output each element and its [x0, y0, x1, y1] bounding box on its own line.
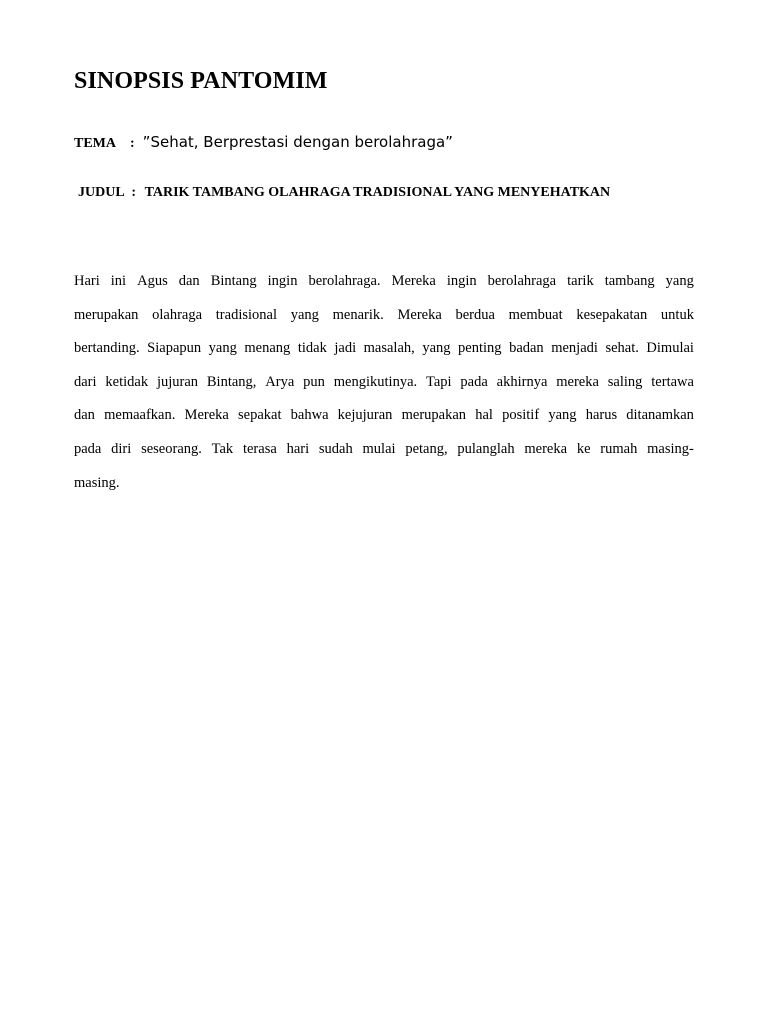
- synopsis-word: tambang: [604, 273, 655, 289]
- synopsis-word: berolahraga.: [308, 273, 381, 289]
- document-title: SINOPSIS PANTOMIM: [74, 68, 328, 94]
- synopsis-word: Hari: [74, 273, 100, 289]
- synopsis-word: rumah: [600, 440, 638, 457]
- synopsis-line: [74, 268, 694, 302]
- synopsis-word: tidak: [297, 340, 327, 357]
- synopsis-word: harus: [585, 407, 618, 424]
- synopsis-word: sudah: [318, 440, 353, 457]
- synopsis-word: Tak: [211, 440, 234, 457]
- synopsis-word: yang: [665, 273, 694, 289]
- synopsis-word: memaafkan.: [104, 407, 176, 424]
- synopsis-word: hal: [475, 407, 493, 424]
- synopsis-word: bahwa: [290, 407, 329, 424]
- synopsis-word: diri: [111, 440, 132, 457]
- synopsis-line: [74, 302, 694, 336]
- synopsis-word: dan: [74, 407, 95, 424]
- judul-line: [78, 185, 610, 201]
- synopsis-word: mereka: [524, 440, 568, 457]
- judul-separator: :: [131, 185, 137, 200]
- tema-line: [74, 133, 453, 152]
- synopsis-word: pada: [460, 373, 488, 390]
- synopsis-word: pun: [303, 373, 325, 390]
- synopsis-word: ke: [576, 440, 591, 457]
- synopsis-word: ditanamkan: [626, 407, 694, 424]
- synopsis-word: petang,: [405, 440, 448, 457]
- tema-separator: :: [130, 136, 135, 151]
- synopsis-word: yang: [208, 340, 237, 357]
- synopsis-word: pulanglah: [457, 440, 515, 457]
- synopsis-word: kejujuran: [337, 407, 393, 424]
- synopsis-word: Dimulai: [646, 340, 694, 357]
- synopsis-word: Arya: [265, 373, 295, 390]
- judul-value: TARIK TAMBANG OLAHRAGA TRADISIONAL YANG MENYEHATKAN: [144, 185, 611, 200]
- synopsis-word: Bintang: [210, 273, 257, 289]
- synopsis-word: jadi: [334, 340, 357, 357]
- tema-value: ”Sehat, Berprestasi dengan berolahraga”: [142, 133, 453, 151]
- synopsis-word: seseorang.: [141, 440, 202, 457]
- synopsis-word: untuk: [660, 306, 694, 323]
- synopsis-line: [74, 402, 694, 436]
- synopsis-word: akhirnya: [496, 373, 548, 390]
- synopsis-word: ingin: [446, 273, 477, 289]
- synopsis-word: membuat: [508, 306, 563, 323]
- synopsis-word: ketidak: [105, 373, 149, 390]
- synopsis-word: sepakat: [238, 407, 282, 424]
- synopsis-word: dan: [178, 273, 200, 289]
- synopsis-word: tarik: [567, 273, 594, 289]
- synopsis-word: hari: [286, 440, 310, 457]
- synopsis-word: tertawa: [651, 373, 694, 390]
- synopsis-line: [74, 369, 694, 403]
- synopsis-word: terasa: [242, 440, 277, 457]
- synopsis-word: berolahraga: [487, 273, 557, 289]
- synopsis-word: mereka: [556, 373, 599, 390]
- synopsis-word: Tapi: [426, 373, 452, 390]
- synopsis-word: Agus: [137, 273, 168, 289]
- synopsis-line: masing.: [74, 474, 120, 491]
- tema-label: TEMA: [74, 136, 116, 151]
- synopsis-word: yang: [548, 407, 577, 424]
- synopsis-word: penting: [458, 340, 502, 357]
- synopsis-word: kesepakatan: [576, 306, 648, 323]
- synopsis-line: [74, 436, 694, 470]
- synopsis-word: pada: [74, 440, 102, 457]
- synopsis-line: [74, 335, 694, 369]
- synopsis-word: mulai: [362, 440, 396, 457]
- synopsis-word: merupakan: [74, 306, 139, 323]
- synopsis-word: masalah,: [363, 340, 415, 357]
- synopsis-word: Mereka: [397, 306, 442, 323]
- judul-label: JUDUL: [78, 185, 124, 200]
- synopsis-word: masing-: [647, 440, 694, 457]
- synopsis-word: saling: [607, 373, 643, 390]
- synopsis-word: Mereka: [184, 407, 229, 424]
- synopsis-word: mengikutinya.: [333, 373, 418, 390]
- synopsis-word: yang: [422, 340, 451, 357]
- synopsis-word: menjadi: [551, 340, 598, 357]
- synopsis-word: menang: [244, 340, 291, 357]
- synopsis-paragraph: [74, 268, 694, 503]
- synopsis-word: berdua: [455, 306, 495, 323]
- synopsis-word: merupakan: [401, 407, 467, 424]
- synopsis-word: bertanding.: [74, 340, 140, 357]
- synopsis-word: Siapapun: [147, 340, 202, 357]
- synopsis-word: menarik.: [332, 306, 384, 323]
- synopsis-word: sehat.: [605, 340, 639, 357]
- synopsis-word: ini: [110, 273, 127, 289]
- synopsis-word: Bintang,: [206, 373, 257, 390]
- synopsis-word: olahraga: [152, 306, 203, 323]
- synopsis-word: tradisional: [215, 306, 277, 323]
- synopsis-word: ingin: [267, 273, 298, 289]
- synopsis-word: yang: [290, 306, 319, 323]
- synopsis-word: badan: [509, 340, 544, 357]
- synopsis-word: positif: [502, 407, 540, 424]
- synopsis-word: dari: [74, 373, 97, 390]
- synopsis-word: jujuran: [156, 373, 199, 390]
- synopsis-word: Mereka: [391, 273, 436, 289]
